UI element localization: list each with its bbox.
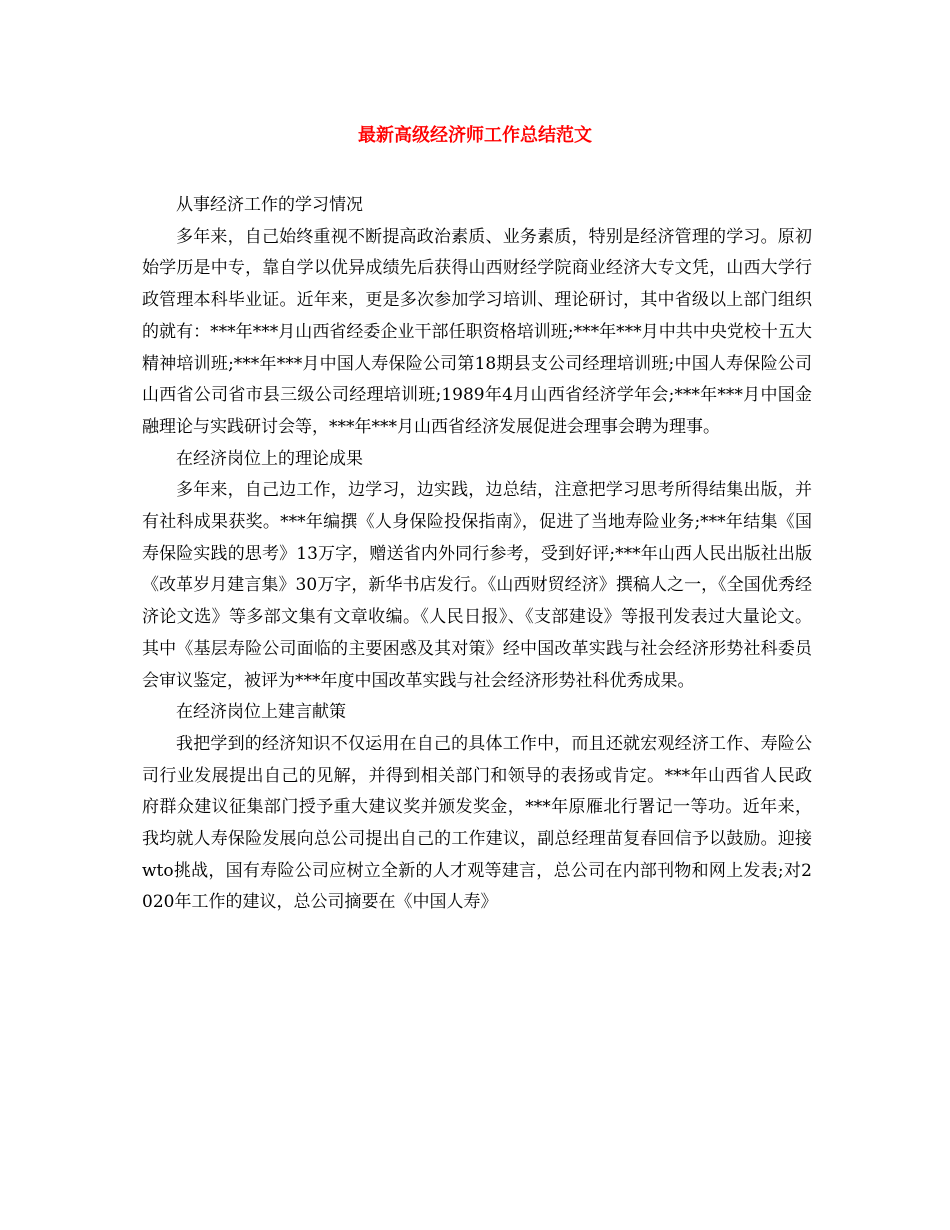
document-title: 最新高级经济师工作总结范文	[358, 125, 592, 146]
paragraph-study: 多年来，自己始终重视不断提高政治素质、业务素质，特别是经济管理的学习。原初始学历是中专，靠自学以优异成绩先后获得山西财经学院商业经济大专文凭，山西大学行政管理本科毕业证。近年来，更是多次参加学习培训、理论研讨，其中省级以上部门组织的就有：***年***月山西省经委企业干部任职资格培训班;***年***月中共中央党校十五大精神培训班;***年***月中国人寿保险公司第18期县支公司经理培训班;中国人寿保险公司山西省公司省市县三级公司经理培训班;1989年4月山西省经济学年会;***年***月中国金融理论与实践研讨会等，***年***月山西省经济发展促进会理事会聘为理事。	[142, 226, 812, 437]
section-heading-advice: 在经济岗位上建言献策	[176, 702, 346, 723]
paragraph-advice: 我把学到的经济知识不仅运用在自己的具体工作中，而且还就宏观经济工作、寿险公司行业发展提出自己的见解，并得到相关部门和领导的表扬或肯定。***年山西省人民政府群众建议征集部门授予重大建议奖并颁发奖金，***年原雁北行署记一等功。近年来，我均就人寿保险发展向总公司提出自己的工作建议，副总经理苗复春回信予以鼓励。迎接wto挑战，国有寿险公司应树立全新的人才观等建言，总公司在内部刊物和网上发表;对2020年工作的建议，总公司摘要在《中国人寿》	[142, 733, 812, 913]
paragraph-theory: 多年来，自己边工作，边学习，边实践，边总结，注意把学习思考所得结集出版，并有社科成果获奖。***年编撰《人身保险投保指南》，促进了当地寿险业务;***年结集《国寿保险实践的思考》13万字，赠送省内外同行参考，受到好评;***年山西人民出版社出版《改革岁月建言集》30万字，新华书店发行。《山西财贸经济》撰稿人之一，《全国优秀经济论文选》等多部文集有文章收编。《人民日报》、《支部建设》等报刊发表过大量论文。其中《基层寿险公司面临的主要困惑及其对策》经中国改革实践与社会经济形势社科委员会审议鉴定，被评为***年度中国改革实践与社会经济形势社科优秀成果。	[142, 480, 812, 691]
document-body	[142, 190, 812, 919]
section-heading-theory: 在经济岗位上的理论成果	[176, 448, 363, 469]
section-heading-study: 从事经济工作的学习情况	[176, 195, 363, 215]
